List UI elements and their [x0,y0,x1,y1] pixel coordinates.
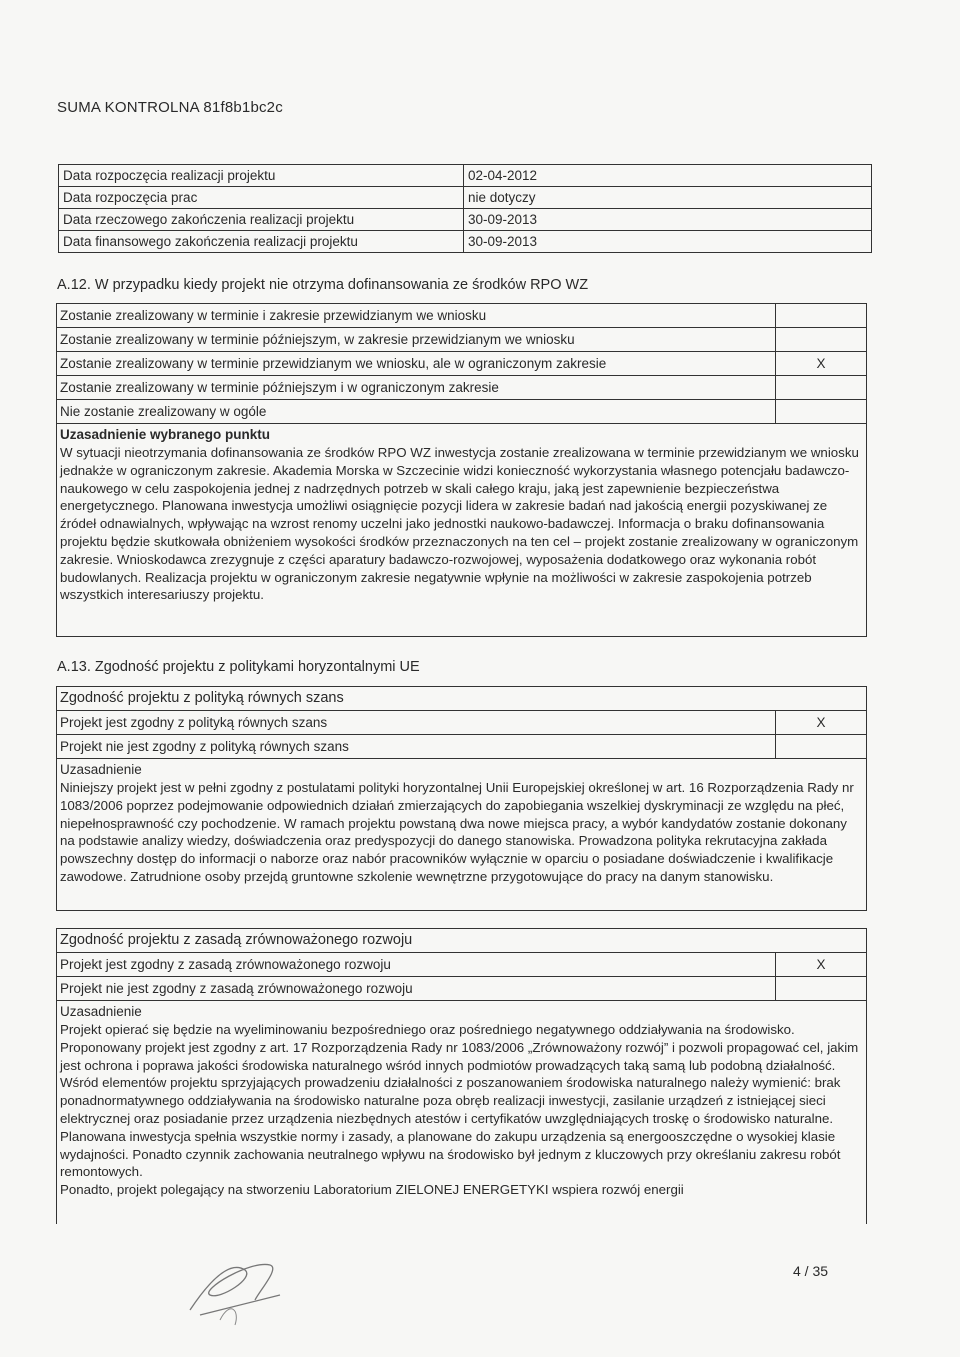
equal-opportunity-box [56,686,867,911]
option-mark [775,400,866,423]
option-row [57,735,866,759]
justification-label: Uzasadnienie [60,1004,142,1019]
option-mark: X [775,711,866,734]
date-label: Data finansowego zakończenia realizacji projektu [59,231,464,253]
option-text: Zostanie zrealizowany w terminie późniejszym i w ograniczonym zakresie [60,380,499,395]
table-row [59,231,872,253]
table-row [59,187,872,209]
option-text: Projekt nie jest zgodny z polityką równych szans [60,739,349,754]
option-row [57,953,866,977]
option-row [57,304,866,328]
option-row [57,711,866,735]
signature-image [160,1240,310,1330]
date-value: 30-09-2013 [464,209,872,231]
option-mark [775,977,866,1000]
project-dates-table [58,164,872,253]
justification-text: Niniejszy projekt jest w pełni zgodny z postulatami polityki horyzontalnej Unii Europejskiej określonej w art. 16 Rozporządzenia Rady nr 1083/2006 poprzez podejmowanie odpowiednich działań zmierzających do zapobiegania wszelkiej dyskryminacji ze względu na płeć, niepełnosprawność czy pochodzenie. W ramach projektu powstaną dwa nowe miejsca pracy, a wybór kandydatów zostanie dokonany na podstawie analizy wiedzy, doświadczenia oraz predyspozycji do danego stanowiska. Prowadzona polityka rekrutacyjna zakłada powszechny dostęp do informacji o naborze oraz nabór pracowników wyłącznie w oparciu o posiadane doświadczenie i kwalifikacje zawodowe. Zatrudnione osoby przejdą gruntowne szkolenie wewnętrzne przygotowujące do pracy na danym stanowisku. [60,780,854,884]
justification-text: Projekt opierać się będzie na wyeliminowaniu bezpośredniego oraz pośredniego negatywnego oddziaływania na środowisko. Proponowany projekt jest zgodny z art. 17 Rozporządzenia Rady nr 1083/2006 „Zrównoważony rozwój” i pozwoli propagować cel, jakim jest ochrona i poprawa jakości środowiska naturalnego wśród innych podmiotów prowadzących taką samą lub podobną działalność. Wśród elementów projektu sprzyjających prowadzeniu działalności z poszanowaniem środowiska naturalnego należy wymienić: brak ponadnormatywnego oddziaływania na środowisko naturalne poza obręb realizacji inwestycji, zasilanie urządzeń z istniejącej sieci elektrycznej oraz posiadanie przez urządzenia niezbędnych atestów i certyfikatów uwzględniających troskę o środowisko naturalne. Planowana inwestycja spełnia wszystkie normy i zasady, a planowane do zakupu urządzenia są energooszczędne o wysokiej klasie wydajności. Ponadto czynnik zachowania neutralnego wpływu na środowisko był jednym z kluczowych przy określaniu zakresu robót remontowych. [60,1022,859,1180]
option-text: Zostanie zrealizowany w terminie przewidzianym we wniosku, ale w ograniczonym zakresie [60,356,607,371]
option-text: Nie zostanie zrealizowany w ogóle [60,404,267,419]
date-value: 30-09-2013 [464,231,872,253]
section-a13-heading: A.13. Zgodność projektu z politykami horyzontalnymi UE [57,659,420,675]
option-row [57,977,866,1001]
date-label: Data rozpoczęcia realizacji projektu [59,165,464,187]
option-text: Projekt jest zgodny z polityką równych szans [60,715,328,730]
option-mark: X [775,953,866,976]
option-mark [775,328,866,351]
option-text: Projekt jest zgodny z zasadą zrównoważonego rozwoju [60,957,391,972]
section-a12-heading: A.12. W przypadku kiedy projekt nie otrzyma dofinansowania ze środków RPO WZ [57,277,589,293]
option-text: Zostanie zrealizowany w terminie i zakresie przewidzianym we wniosku [60,308,487,323]
justification-text-continued: Ponadto, projekt polegający na stworzeniu Laboratorium ZIELONEJ ENERGETYKI wspiera rozwój energii [60,1182,684,1198]
justification-text: W sytuacji nieotrzymania dofinansowania ze środków RPO WZ inwestycja zostanie zrealizowana w terminie przewidzianym we wniosku jednakże w ograniczonym zakresie. Akademia Morska w Szczecinie widzi konieczność wykorzystania własnego potencjału badawczo-naukowego w celu zaspokojenia jednej z nadrzędnych potrzeb w skali całego kraju, jaką jest zapewnienie bezpieczeństwa energetycznego. Planowana inwestycja umożliwi osiągnięcie pozycji lidera w zakresie badań nad jakością energii pozyskiwanej ze źródeł odnawialnych, wpływając na wzrost renomy uczelni jako jednostki naukowo-badawczej. Informacja o braku dofinansowania projektu będzie skutkowała obniżeniem wysokości środków przeznaczonych na ten cel – projekt zostanie zrealizowany w ograniczonym zakresie. Wnioskodawca zrezygnuje z części aparatury badawczo-rozwojowej, wyposażenia dodatkowego oraz wykonania robót budowlanych. Realizacja projektu w ograniczonym zakresie negatywnie wpłynie na możliwości w zakresie zaspokojenia potrzeb wszystkich interesariuszy projektu. [60,445,859,603]
date-label: Data rozpoczęcia prac [59,187,464,209]
option-row [57,400,866,424]
justification-label: Uzasadnienie wybranego punktu [60,427,271,442]
option-mark [775,304,866,327]
sustainable-development-box [56,928,867,1224]
date-value: 02-04-2012 [464,165,872,187]
option-mark [775,376,866,399]
option-text: Projekt nie jest zgodny z zasadą zrównoważonego rozwoju [60,981,413,996]
option-row [57,376,866,400]
equal-opportunity-title: Zgodność projektu z polityką równych szans [57,687,866,711]
checksum-label: SUMA KONTROLNA 81f8b1bc2c [57,99,283,116]
sustainable-development-title: Zgodność projektu z zasadą zrównoważonego rozwoju [57,929,866,953]
table-row [59,165,872,187]
option-mark: X [775,352,866,375]
option-row [57,328,866,352]
table-row [59,209,872,231]
date-label: Data rzeczowego zakończenia realizacji projektu [59,209,464,231]
a12-options-box [56,303,867,637]
justification-label: Uzasadnienie [60,762,142,777]
page-number: 4 / 35 [793,1263,829,1279]
option-row [57,352,866,376]
option-text: Zostanie zrealizowany w terminie późniejszym, w zakresie przewidzianym we wniosku [60,332,575,347]
date-value: nie dotyczy [464,187,872,209]
option-mark [775,735,866,758]
